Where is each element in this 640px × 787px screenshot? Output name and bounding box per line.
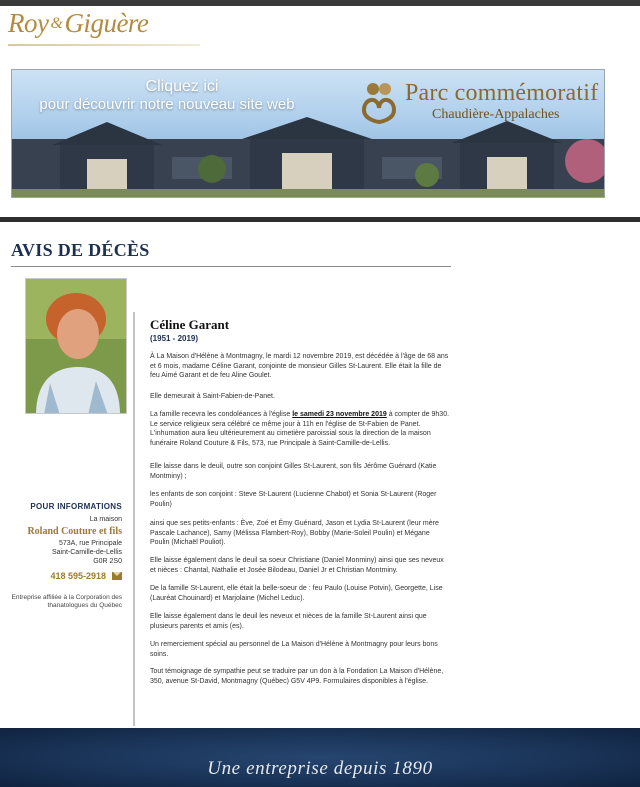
obituary-paragraph: À La Maison d'Hélène à Montmagny, le mardi 12 novembre 2019, est décédée à l'âge de 68 ans et 6 mois, madame Céline Garant, conjointe de monsieur Gilles St-Laurent. Elle était la fille de feu Aimé Garant et de feu Aline Goulet. xyxy=(150,353,449,380)
footer xyxy=(0,728,640,787)
logo-text-roy: Roy xyxy=(8,8,49,38)
deceased-photo xyxy=(25,278,127,414)
obituary-paragraph: Elle laisse également dans le deuil sa soeur Christiane (Daniel Monminy) ainsi que ses neveux et nièces : Chantal, Nathalie et Josée Bilodeau, Daniel Jr et Christian Montminy. xyxy=(150,557,444,574)
top-bar xyxy=(0,0,640,6)
heading-rule xyxy=(11,266,451,267)
building-photo xyxy=(12,117,605,197)
obituary-paragraph: ainsi que ses petits-enfants : Ève, Zoé et Émy Guénard, Jason et Lydia St-Laurent (leur mère Pascale Lachance), Samy (Mélissa Flambert-Roy), Bobby (Marie-Soleil Poulin) et Mégane Poulin (Michaël Pouliot). xyxy=(150,520,439,547)
banner-cta-line2: pour découvrir notre nouveau site web xyxy=(39,96,295,113)
service-text-before: La famille recevra les condoléances à l'église xyxy=(150,411,293,418)
obituary-paragraph: les enfants de son conjoint : Steve St-Laurent (Lucienne Chabot) et Sonia St-Laurent (Roger Poulin) xyxy=(150,491,437,508)
obituary-paragraph-service xyxy=(150,410,450,448)
info-street: 573A, rue Principale xyxy=(58,540,122,547)
obituary-paragraph: Elle laisse dans le deuil, outre son conjoint Gilles St-Laurent, son fils Jérôme Guénard (Katie Montminy) ; xyxy=(150,463,437,480)
footer-slogan: Une entreprise depuis 1890 xyxy=(207,758,433,779)
site-logo[interactable] xyxy=(8,8,193,50)
section-divider-bar xyxy=(0,217,640,222)
banner-brand-title: Parc commémoratif xyxy=(405,80,599,106)
obituary-paragraph: Un remerciement spécial au personnel de La Maison d'Hélène à Montmagny pour leurs bons soins. xyxy=(150,641,438,658)
portrait-image xyxy=(26,279,127,414)
banner-brand-subtitle: Chaudière-Appalaches xyxy=(432,107,560,122)
service-date: le samedi 23 novembre 2019 xyxy=(292,411,387,418)
obituary-paragraph: Tout témoignage de sympathie peut se traduire par un don à la Fondation La Maison d'Hélène, 350, avenue St-David, Montmagny (Québec) G5V 4P9. Formulaires disponibles à l'église. xyxy=(150,668,444,685)
info-city: Saint-Camille-de-Lellis xyxy=(51,549,122,556)
parc-logo-icon xyxy=(360,80,398,124)
logo-ampersand: & xyxy=(50,15,63,32)
obituary-paragraph: Elle demeurait à Saint-Fabien-de-Panet. xyxy=(150,393,275,400)
content-divider xyxy=(133,312,135,726)
obituary-paragraph: Elle laisse également dans le deuil les neveux et nièces de la famille St-Laurent ainsi que plusieurs parents et amis (es). xyxy=(150,613,427,630)
info-company: Roland Couture et fils xyxy=(27,526,122,537)
info-affiliation: Entreprise affiliée à la Corporation des thanatologues du Québec xyxy=(11,594,122,609)
deceased-name: Céline Garant xyxy=(150,317,230,332)
obituary-paragraph: De la famille St-Laurent, elle était la belle-soeur de : feu Paulo (Louise Potvin), Georgette, Lise (Lauréat Chouinard) et Marjolaine (Michel Leduc). xyxy=(150,585,443,602)
banner-cta-line1: Cliquez ici xyxy=(145,78,219,95)
logo-text-giguere: Giguère xyxy=(64,8,149,38)
logo-underline xyxy=(8,44,200,46)
mail-icon[interactable] xyxy=(112,572,122,580)
info-house-label: La maison xyxy=(89,516,122,523)
info-title: POUR INFORMATIONS xyxy=(30,502,122,511)
page-heading: AVIS DE DÉCÈS xyxy=(11,240,150,260)
deceased-years: (1951 - 2019) xyxy=(150,334,199,343)
service-text-after: à compter de 9h30. Le service religieux sera célébré ce même jour à 11h en l'église de St-Fabien de Panet. L'inhumation aura lieu ultérieurement au cimetière paroissial sous la direction de la maison funéraire Roland Couture & Fils, 573, rue Principale à Saint-Camille-de-Lellis. xyxy=(150,411,450,447)
new-site-banner[interactable] xyxy=(11,69,605,198)
info-postal-code: G0R 2S0 xyxy=(93,558,122,565)
info-phone-link[interactable]: 418 595-2918 xyxy=(50,571,106,581)
